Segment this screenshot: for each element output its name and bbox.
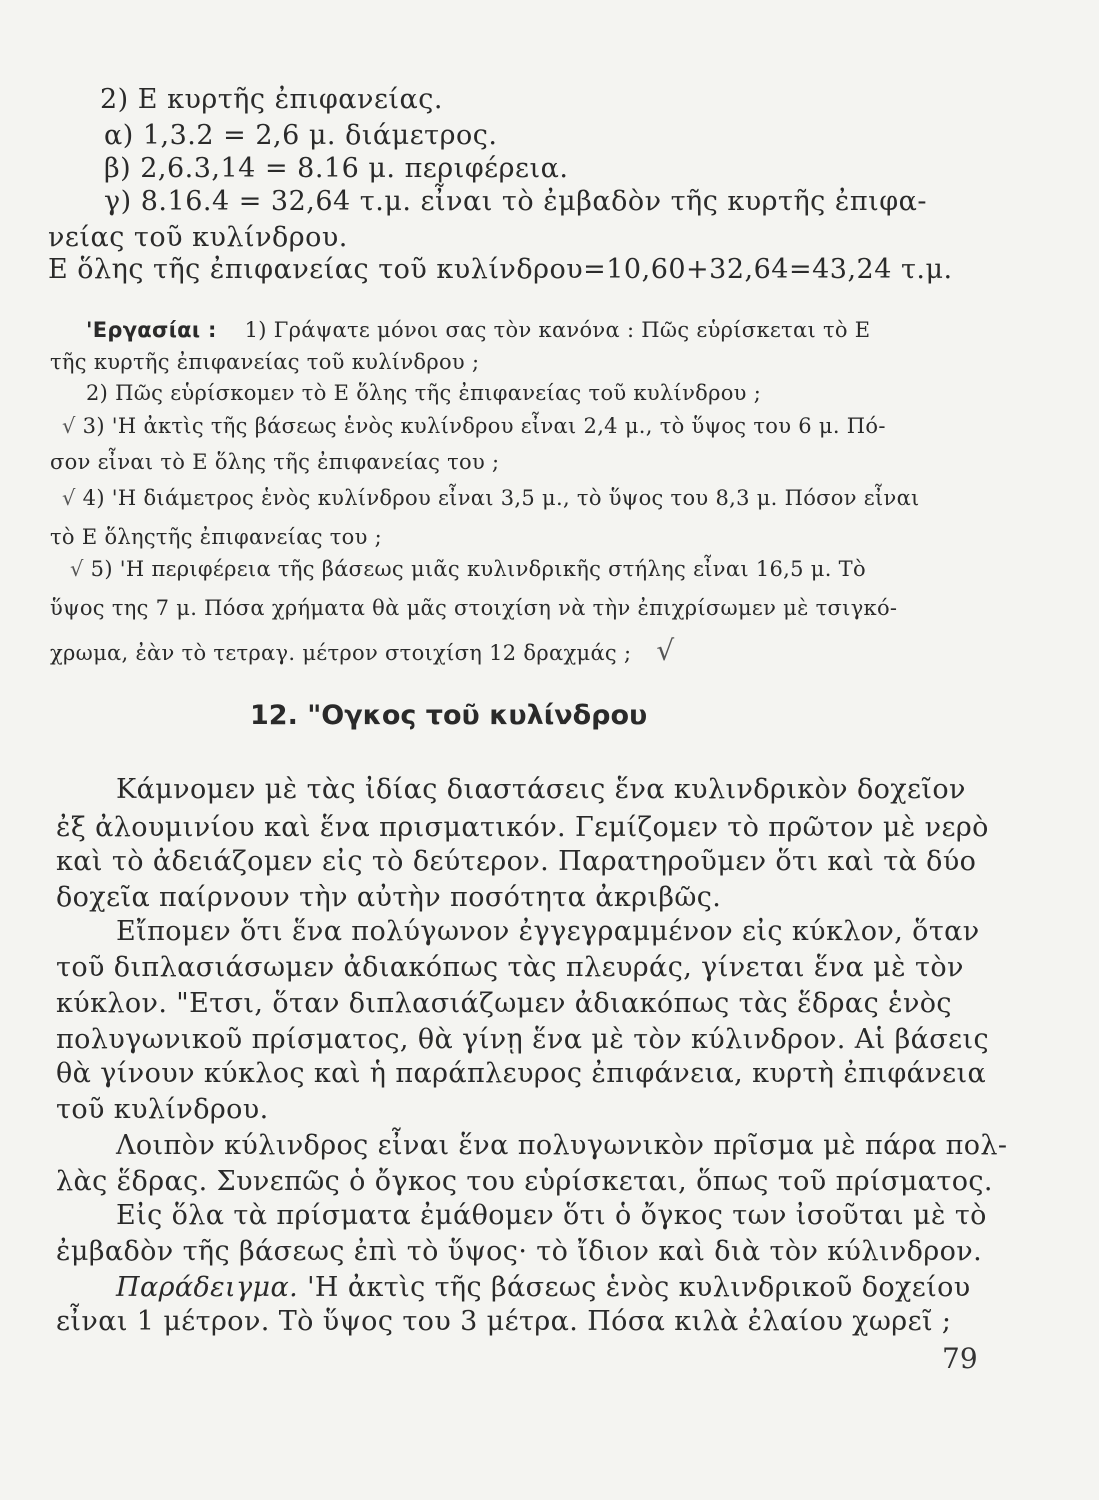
exercise-5-cont-2 — [50, 634, 674, 667]
body-line-9: θὰ γίνουν κύκλος καὶ ἡ παράπλευρος ἐπιφάνεια, κυρτὴ ἐπιφάνεια — [56, 1058, 987, 1089]
example-label: Παράδειγμα. — [116, 1272, 299, 1303]
body-line-4: δοχεῖα παίρνουν τὴν αὐτὴν ποσότητα ἀκριβῶς. — [56, 882, 722, 913]
step-beta: β) 2,6.3,14 = 8.16 μ. περιφέρεια. — [104, 153, 569, 184]
body-line-8: πολυγωνικοῦ πρίσματος, θὰ γίνῃ ἕνα μὲ τὸν κύλινδρον. Αἱ βάσεις — [56, 1024, 989, 1055]
body-line-12: λὰς ἕδρας. Συνεπῶς ὁ ὄγκος του εὑρίσκεται, ὅπως τοῦ πρίσματος. — [56, 1166, 993, 1197]
body-line-14: ἐμβαδὸν τῆς βάσεως ἐπὶ τὸ ὕψος· τὸ ἴδιον καὶ διὰ τὸν κύλινδρον. — [56, 1236, 983, 1267]
exercise-4-cont: τὸ Ε ὅληςτῆς ἐπιφανείας του ; — [50, 525, 383, 549]
exercise-4: 4) 'Η διάμετρος ἑνὸς κυλίνδρου εἶναι 3,5 μ., τὸ ὕψος του 8,3 μ. Πόσον εἶναι — [82, 486, 920, 510]
check-mark-4: √ — [62, 486, 76, 510]
exercise-3-line — [62, 414, 886, 438]
exercise-5: 5) 'Η περιφέρεια τῆς βάσεως μιᾶς κυλινδρικῆς στήλης εἶναι 16,5 μ. Τὸ — [90, 557, 866, 581]
example-text: 'Η ἀκτὶς τῆς βάσεως ἑνὸς κυλινδρικοῦ δοχείου — [307, 1272, 971, 1303]
exercise-4-line — [62, 486, 920, 510]
total-surface-result: Ε ὅλης τῆς ἐπιφανείας τοῦ κυλίνδρου=10,60+32,64=43,24 τ.μ. — [48, 254, 953, 285]
exercise-3-cont: σον εἶναι τὸ Ε ὅλης τῆς ἐπιφανείας του ; — [50, 450, 500, 474]
exercise-3: 3) 'Η ἀκτὶς τῆς βάσεως ἑνὸς κυλίνδρου εἶναι 2,4 μ., τὸ ὕψος του 6 μ. Πό- — [82, 414, 886, 438]
exercise-5-cont-1: ὕψος της 7 μ. Πόσα χρήματα θὰ μᾶς στοιχίση νὰ τὴν ἐπιχρίσωμεν μὲ τσιγκό- — [50, 596, 898, 620]
check-mark-end: √ — [656, 634, 675, 667]
exercise-1-cont: τῆς κυρτῆς ἐπιφανείας τοῦ κυλίνδρου ; — [50, 350, 480, 374]
body-line-15 — [116, 1272, 971, 1303]
curved-surface-heading: 2) Ε κυρτῆς ἐπιφανείας. — [100, 84, 443, 115]
body-line-6: τοῦ διπλασιάσωμεν ἀδιακόπως τὰς πλευράς, γίνεται ἕνα μὲ τὸν — [56, 952, 964, 983]
body-line-3: καὶ τὸ ἀδειάζομεν εἰς τὸ δεύτερον. Παρατηροῦμεν ὅτι καὶ τὰ δύο — [56, 846, 977, 877]
exercises-label: 'Εργασίαι : — [86, 318, 217, 342]
exercise-1-text: 1) Γράψατε μόνοι σας τὸν κανόνα : Πῶς εὑρίσκεται τὸ Ε — [244, 318, 871, 342]
body-line-16: εἶναι 1 μέτρον. Τὸ ὕψος του 3 μέτρα. Πόσα κιλὰ ἐλαίου χωρεῖ ; — [56, 1306, 952, 1337]
section-heading: 12. "Ογκος τοῦ κυλίνδρου — [250, 700, 648, 731]
body-line-1: Κάμνομεν μὲ τὰς ἰδίας διαστάσεις ἕνα κυλινδρικὸν δοχεῖον — [116, 774, 966, 805]
step-alpha: α) 1,3.2 = 2,6 μ. διάμετρος. — [104, 120, 498, 151]
check-mark-5: √ — [70, 557, 84, 581]
step-gamma-cont: νείας τοῦ κυλίνδρου. — [48, 222, 348, 253]
exercise-5-line — [70, 557, 866, 581]
exercise-5-cont-2-text: χρωμα, ἐὰν τὸ τετραγ. μέτρον στοιχίση 12 δραχμάς ; — [50, 641, 632, 665]
page-number: 79 — [942, 1342, 978, 1375]
body-line-11: Λοιπὸν κύλινδρος εἶναι ἕνα πολυγωνικὸν πρῖσμα μὲ πάρα πολ- — [116, 1130, 1008, 1161]
step-gamma: γ) 8.16.4 = 32,64 τ.μ. εἶναι τὸ ἐμβαδὸν τῆς κυρτῆς ἐπιφα- — [104, 186, 927, 217]
exercises-line-1 — [86, 318, 870, 342]
body-line-10: τοῦ κυλίνδρου. — [56, 1094, 269, 1125]
body-line-5: Εἴπομεν ὅτι ἕνα πολύγωνον ἐγγεγραμμένον εἰς κύκλον, ὅταν — [116, 916, 980, 947]
body-line-13: Εἰς ὅλα τὰ πρίσματα ἐμάθομεν ὅτι ὁ ὄγκος των ἰσοῦται μὲ τὸ — [116, 1200, 987, 1231]
body-line-7: κύκλον. "Ετσι, ὅταν διπλασιάζωμεν ἀδιακόπως τὰς ἕδρας ἑνὸς — [56, 988, 952, 1019]
exercise-2: 2) Πῶς εὑρίσκομεν τὸ Ε ὅλης τῆς ἐπιφανείας τοῦ κυλίνδρου ; — [86, 381, 762, 405]
check-mark-3: √ — [62, 414, 76, 438]
body-line-2: ἐξ ἀλουμινίου καὶ ἕνα πρισματικόν. Γεμίζομεν τὸ πρῶτον μὲ νερὸ — [56, 812, 989, 843]
